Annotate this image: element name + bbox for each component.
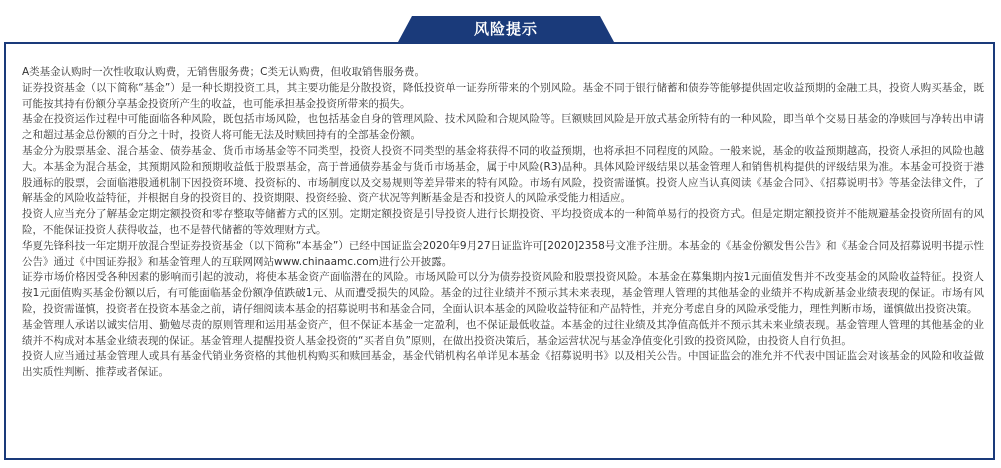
- paragraph: 证券投资基金（以下简称“基金”）是一种长期投资工具，其主要功能是分散投资，降低投资单一证券所带来的个别风险。基金不同于银行储蓄和债券等能够提供固定收益预期的金融工具，投资人购买基金，既可能按其持有份额分享基金投资所产生的收益，也可能承担基金投资所带来的损失。: [22, 81, 984, 110]
- paragraph: 基金在投资运作过程中可能面临各种风险，既包括市场风险，也包括基金自身的管理风险、技术风险和合规风险等。巨额赎回风险是开放式基金所特有的一种风险，即当单个交易日基金的净赎回与净转出申请之和超过基金总份额的百分之十时，投资人将可能无法及时赎回持有的全部基金份额。: [22, 113, 984, 142]
- paragraph: 投资人应当通过基金管理人或具有基金代销业务资格的其他机构购买和赎回基金，基金代销机构名单详见本基金《招募说明书》以及相关公告。中国证监会的准允并不代表中国证监会对该基金的风险和收益做出实质性判断、推荐或者保证。: [22, 350, 984, 379]
- paragraph: 华夏先锋科技一年定期开放混合型证券投资基金（以下简称“本基金”）已经中国证监会2020年9月27日证监许可[2020]2358号文准予注册。本基金的《基金份额发售公告》和《基金合同及招募说明书提示性公告》通过《中国证券报》和基金管理人的互联网网站www.chinaamc.com进行公开披露。: [22, 239, 984, 268]
- risk-disclosure-text: [22, 65, 984, 381]
- paragraph: 基金管理人承诺以诚实信用、勤勉尽责的原则管理和运用基金资产，但不保证本基金一定盈利，也不保证最低收益。本基金的过往业绩及其净值高低并不预示其未来业绩表现。基金管理人管理的其他基金的业绩并不构成对本基金业绩表现的保证。基金管理人提醒投资人基金投资的“买者自负”原则，在做出投资决策后，基金运营状况与基金净值变化引致的投资风险，由投资人自行负担。: [22, 318, 984, 347]
- paragraph: 证券市场价格因受各种因素的影响而引起的波动，将使本基金资产面临潜在的风险。市场风险可以分为债券投资风险和股票投资风险。本基金在募集期内按1元面值发售并不改变基金的风险收益特征。投资人按1元面值购买基金份额以后，有可能面临基金份额净值跌破1元、从而遭受损失的风险。基金的过往业绩并不预示其未来表现，基金管理人管理的其他基金的业绩并不构成新基金业绩表现的保证。市场有风险，投资需谨慎，投资者在投资本基金之前，请仔细阅读本基金的招募说明书和基金合同，全面认识本基金的风险收益特征和产品特性，并充分考虑自身的风险承受能力，理性判断市场，谨慎做出投资决策。: [22, 271, 984, 315]
- header: [0, 0, 1001, 42]
- paragraph: A类基金认购时一次性收取认购费，无销售服务费；C类无认购费，但收取销售服务费。: [22, 66, 426, 78]
- title-tab: [398, 16, 614, 42]
- paragraph: 基金分为股票基金、混合基金、债券基金、货币市场基金等不同类型，投资人投资不同类型的基金将获得不同的收益预期，也将承担不同程度的风险。一般来说，基金的收益预期越高，投资人承担的风险也越大。本基金为混合基金，其预期风险和预期收益低于股票基金，高于普通债券基金与货币市场基金，属于中风险(R3)品种。具体风险评级结果以基金管理人和销售机构提供的评级结果为准。本基金可投资于港股通标的股票，会面临港股通机制下因投资环境、投资标的、市场制度以及交易规则等差异带来的特有风险。市场有风险，投资需谨慎。投资人应当认真阅读《基金合同》、《招募说明书》等基金法律文件，了解基金的风险收益特征，并根据自身的投资目的、投资期限、投资经验、资产状况等判断基金是否和投资人的风险承受能力相适应。: [22, 144, 984, 205]
- page-title: 风险提示: [473, 20, 538, 38]
- paragraph: 投资人应当充分了解基金定期定额投资和零存整取等储蓄方式的区别。定期定额投资是引导投资人进行长期投资、平均投资成本的一种简单易行的投资方式。但是定期定额投资并不能规避基金投资所固有的风险，不能保证投资人获得收益，也不是替代储蓄的等效理财方式。: [22, 208, 984, 236]
- risk-disclosure-panel: [4, 42, 995, 460]
